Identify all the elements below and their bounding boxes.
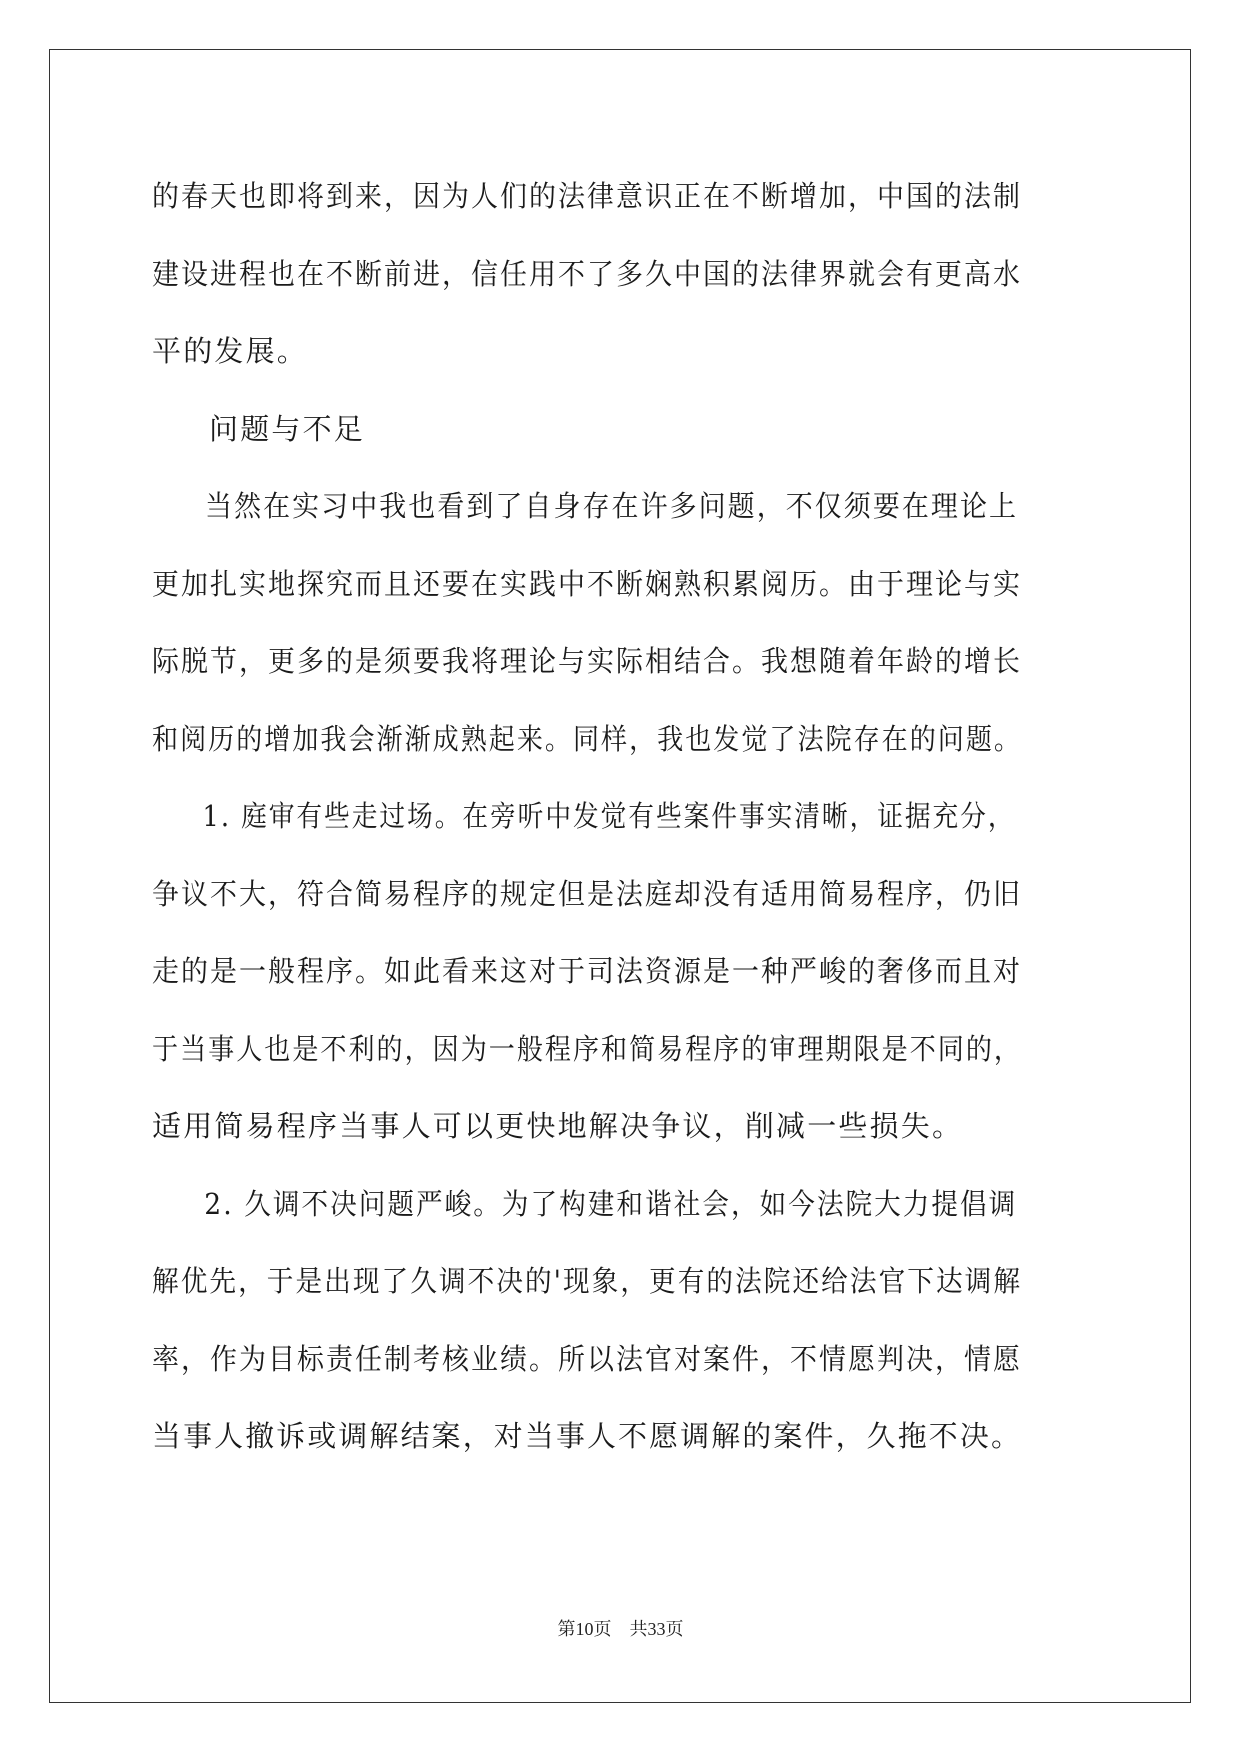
text-line: 于当事人也是不利的，因为一般程序和简易程序的审理期限是不同的， xyxy=(152,1031,1022,1066)
text-line: 平的发展。 xyxy=(152,334,309,368)
text-line: 更加扎实地探究而且还要在实践中不断娴熟积累阅历。由于理论与实 xyxy=(152,566,1023,601)
text-line: 建设进程也在不断前进，信任用不了多久中国的法律界就会有更高水 xyxy=(152,256,1023,291)
text-line: 际脱节，更多的是须要我将理论与实际相结合。我想随着年龄的增长 xyxy=(152,644,1023,678)
page-number: 第10页 xyxy=(557,1619,612,1639)
text-line: 问题与不足 xyxy=(209,411,366,446)
page-footer xyxy=(0,1615,1241,1641)
text-line: 当然在实习中我也看到了自身存在许多问题，不仅须要在理论上 xyxy=(205,489,1019,523)
text-line: 当事人撤诉或调解结案，对当事人不愿调解的案件，久拖不决。 xyxy=(152,1419,1023,1453)
text-line: 2. 久调不决问题严峻。为了构建和谐社会，如今法院大力提倡调 xyxy=(204,1186,1018,1221)
text-line: 1. 庭审有些走过场。在旁听中发觉有些案件事实清晰，证据充分， xyxy=(202,799,1016,833)
text-line: 争议不大，符合简易程序的规定但是法庭却没有适用简易程序，仍旧 xyxy=(152,876,1023,911)
text-line: 适用简易程序当事人可以更快地解决争议，削减一些损失。 xyxy=(152,1109,964,1143)
document-body xyxy=(152,158,1092,1476)
text-line: 解优先，于是出现了久调不决的'现象，更有的法院还给法官下达调解 xyxy=(152,1264,1023,1298)
page-total: 共33页 xyxy=(629,1619,684,1639)
text-line: 走的是一般程序。如此看来这对于司法资源是一种严峻的奢侈而且对 xyxy=(152,954,1023,988)
text-line: 率，作为目标责任制考核业绩。所以法官对案件，不情愿判决，情愿 xyxy=(152,1341,1023,1376)
text-line: 和阅历的增加我会渐渐成熟起来。同样，我也发觉了法院存在的问题。 xyxy=(152,721,1022,756)
text-line: 的春天也即将到来，因为人们的法律意识正在不断增加，中国的法制 xyxy=(152,179,1023,213)
